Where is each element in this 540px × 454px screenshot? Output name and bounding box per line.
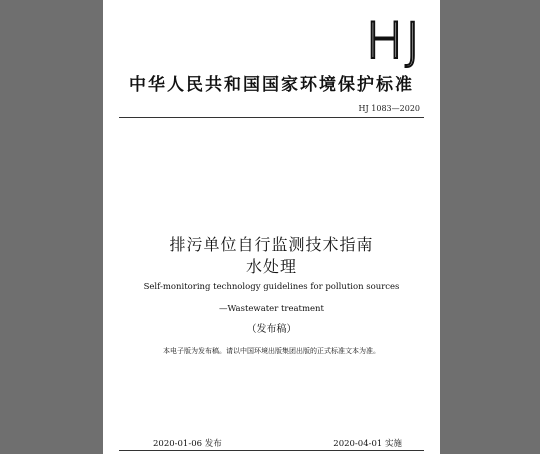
english-subtitle: —Wastewater treatment <box>219 304 324 314</box>
hj-logo: HJ <box>365 12 422 70</box>
document-title: 排污单位自行监测技术指南 <box>169 235 374 254</box>
document-subtitle: 水处理 <box>245 257 297 276</box>
bottom-divider <box>119 450 424 451</box>
notice-text: 本电子版为发布稿。请以中国环境出版集团出版的正式标准文本为准。 <box>163 347 380 355</box>
english-title: Self-monitoring technology guidelines for pollution sources <box>143 282 400 292</box>
top-divider <box>119 117 424 118</box>
implementation-date: 2020-04-01 实施 <box>333 439 402 449</box>
document-page <box>103 0 440 454</box>
standard-code: HJ 1083—2020 <box>358 104 420 113</box>
draft-label: （发布稿） <box>246 324 297 335</box>
organization-title: 中华人民共和国国家环境保护标准 <box>129 75 414 95</box>
release-date: 2020-01-06 发布 <box>153 439 222 449</box>
